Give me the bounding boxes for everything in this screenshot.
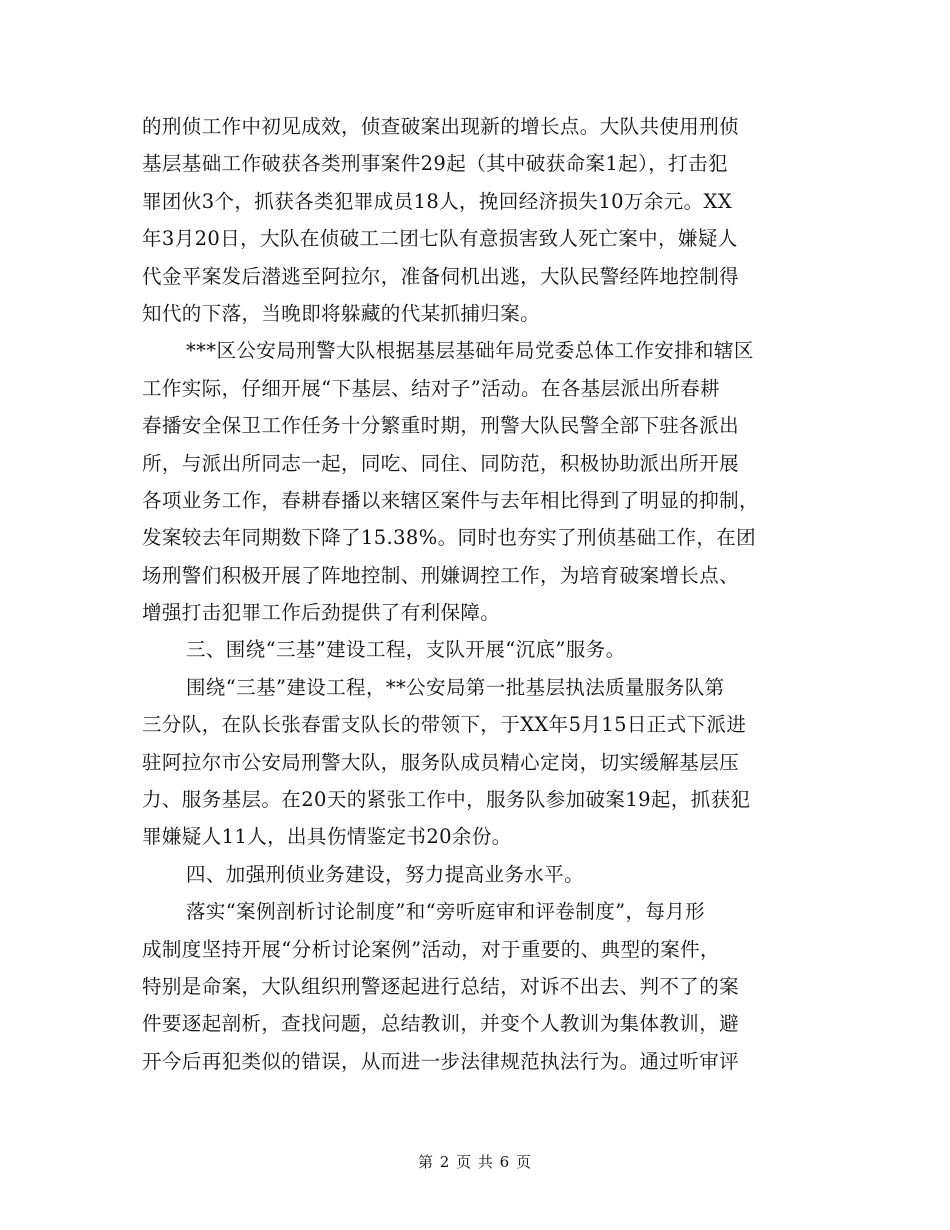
paragraph-first-line: 落实“案例剖析讨论制度”和“旁听庭审和评卷制度”，每月形 xyxy=(186,900,706,924)
text-line: 各项业务工作，春耕春播以来辖区案件与去年相比得到了明显的抑制， xyxy=(142,488,759,512)
paragraph-first-line: 围绕“三基”建设工程，**公安局第一批基层执法质量服务队第 xyxy=(186,675,725,699)
text-line: 春播安全保卫工作任务十分繁重时期，刑警大队民警全部下驻各派出 xyxy=(142,414,740,438)
page-number: 第 2 页 共 6 页 xyxy=(418,1153,532,1171)
text-line: 件要逐起剖析，查找问题，总结教训，并变个人教训为集体教训，避 xyxy=(142,1012,740,1036)
text-line: 的刑侦工作中初见成效，侦查破案出现新的增长点。大队共使用刑侦 xyxy=(142,115,740,138)
section-heading-3: 三、围绕“三基”建设工程，支队开展“沉底”服务。 xyxy=(186,638,626,662)
text-line: 成制度坚持开展“分析讨论案例”活动，对于重要的、典型的案件， xyxy=(142,937,720,961)
text-line: 代金平案发后潜逃至阿拉尔，准备伺机出逃，大队民警经阵地控制得 xyxy=(142,264,740,288)
text-line: 工作实际，仔细开展“下基层、结对子”活动。在各基层派出所春耕 xyxy=(142,376,720,400)
text-line: 驻阿拉尔市公安局刑警大队，服务队成员精心定岗，切实缓解基层压 xyxy=(142,750,740,774)
page-footer xyxy=(0,1151,950,1172)
text-line: 发案较去年同期数下降了15.38%。同时也夯实了刑侦基础工作，在团 xyxy=(142,526,757,550)
text-line: 特别是命案，大队组织刑警逐起进行总结，对诉不出去、判不了的案 xyxy=(142,974,740,998)
text-line: 力、服务基层。在20天的紧张工作中，服务队参加破案19起，抓获犯 xyxy=(142,788,751,812)
text-line: 开今后再犯类似的错误，从而进一步法律规范执法行为。通过听审评 xyxy=(142,1049,740,1073)
text-line: 基层基础工作破获各类刑事案件29起（其中破获命案1起），打击犯 xyxy=(142,152,728,176)
document-body xyxy=(142,108,812,1080)
text-line: 三分队，在队长张春雷支队长的带领下，于XX年5月15日正式下派进 xyxy=(142,713,747,737)
text-line: 罪团伙3个，抓获各类犯罪成员18人，挽回经济损失10万余元。XX xyxy=(142,189,733,213)
text-line: 增强打击犯罪工作后劲提供了有利保障。 xyxy=(142,601,501,625)
text-line: 场刑警们积极开展了阵地控制、刑嫌调控工作，为培育破案增长点、 xyxy=(142,563,740,587)
text-line: 知代的下落，当晚即将躲藏的代某抓捕归案。 xyxy=(142,301,541,325)
text-line: 年3月20日，大队在侦破工二团七队有意损害致人死亡案中，嫌疑人 xyxy=(142,227,738,251)
text-line: 所，与派出所同志一起，同吃、同住、同防范，积极协助派出所开展 xyxy=(142,451,740,475)
paragraph-first-line: ***区公安局刑警大队根据基层基础年局党委总体工作安排和辖区 xyxy=(186,339,754,363)
section-heading-4: 四、加强刑侦业务建设，努力提高业务水平。 xyxy=(186,862,585,886)
text-line: 罪嫌疑人11人，出具伤情鉴定书20余份。 xyxy=(142,825,512,849)
